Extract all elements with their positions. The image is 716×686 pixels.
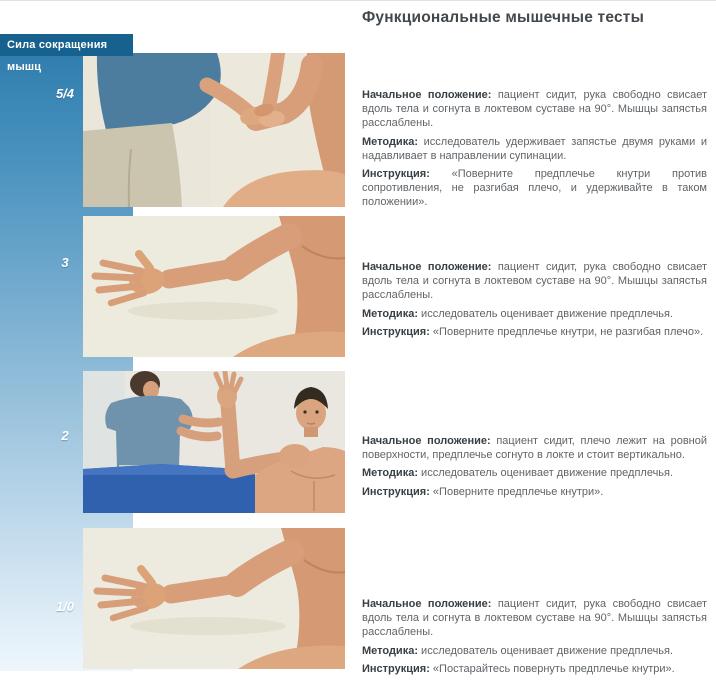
patient-forearm bbox=[169, 268, 235, 279]
patient-forearm bbox=[171, 584, 237, 594]
start-position-text: пациент сидит, рука свободно свисает вдоль тела и согнута в локтевом суставе на 90°. Мышцы запястья расслаблены. bbox=[362, 598, 707, 639]
grade-label-2: 2 bbox=[61, 428, 69, 443]
method-paragraph bbox=[362, 135, 707, 163]
start-position-text: пациент сидит, плечо лежит на ровной поверхности, предплечье согнуто в локте и стоит вертикально. bbox=[362, 435, 708, 462]
start-position-text: пациент сидит, рука свободно свисает вдоль тела и согнута в локтевом суставе на 90°. Мышцы запястья расслаблены. bbox=[362, 89, 707, 130]
instruction-text: «Поверните предплечье кнутри». bbox=[432, 485, 604, 498]
section-3-text bbox=[362, 260, 707, 343]
start-position-paragraph bbox=[362, 88, 707, 131]
instruction-label: Инструкция: bbox=[362, 325, 430, 338]
instruction-text: «Поверните предплечье кнутри против сопротивления, не разгибая плечо, и удерживайте в таком положении». bbox=[362, 168, 707, 209]
instruction-text: «Поверните предплечье кнутри, не разгибая плечо». bbox=[432, 325, 704, 338]
section-5-4-text bbox=[362, 88, 707, 214]
start-position-paragraph bbox=[362, 597, 707, 640]
instruction-text: «Постарайтесь повернуть предплечье кнутри». bbox=[432, 662, 675, 675]
photo-grade-3 bbox=[83, 216, 345, 357]
start-position-label: Начальное положение: bbox=[362, 598, 492, 610]
patient-neck bbox=[304, 427, 318, 437]
instruction-label: Инструкция: bbox=[362, 168, 430, 181]
method-paragraph bbox=[362, 644, 707, 658]
grade-label-1-0: 1/0 bbox=[55, 599, 75, 614]
section-1-0-text bbox=[362, 597, 707, 680]
strength-scale-header: Сила сокращения мышц bbox=[0, 34, 133, 56]
start-position-paragraph bbox=[362, 260, 707, 303]
patient-forearm-vertical bbox=[228, 405, 233, 471]
instruction-paragraph bbox=[362, 662, 707, 676]
instruction-paragraph bbox=[362, 485, 707, 499]
photo-grade-5-4 bbox=[83, 53, 345, 207]
instruction-label: Инструкция: bbox=[362, 662, 430, 675]
method-label: Методика: bbox=[362, 135, 418, 148]
patient-shoulder bbox=[279, 444, 311, 468]
method-text: исследователь оценивает движение предплечья. bbox=[421, 307, 674, 320]
start-position-label: Начальное положение: bbox=[362, 89, 492, 101]
photo-grade-5-4-illustration bbox=[83, 53, 345, 207]
method-text: исследователь оценивает движение предплечья. bbox=[421, 644, 674, 657]
examiner-arm-upper bbox=[183, 419, 219, 423]
grade-label-3: 3 bbox=[61, 255, 69, 270]
start-position-label: Начальное положение: bbox=[362, 261, 492, 273]
method-label: Методика: bbox=[362, 644, 418, 657]
instruction-label: Инструкция: bbox=[362, 485, 430, 498]
photo-grade-3-illustration bbox=[83, 216, 345, 357]
grade-label-5-4: 5/4 bbox=[55, 86, 75, 101]
method-label: Методика: bbox=[362, 467, 418, 480]
instruction-paragraph bbox=[362, 167, 707, 210]
start-position-paragraph bbox=[362, 434, 707, 462]
section-2-text bbox=[362, 434, 707, 503]
method-text: исследователь оценивает движение предплечья. bbox=[421, 467, 674, 480]
instruction-paragraph bbox=[362, 325, 707, 339]
page-title: Функциональные мышечные тесты bbox=[362, 9, 645, 26]
start-position-text: пациент сидит, рука свободно свисает вдоль тела и согнута в локтевом суставе на 90°. Мышцы запястья расслаблены. bbox=[362, 261, 707, 302]
method-paragraph bbox=[362, 466, 707, 480]
method-label: Методика: bbox=[362, 307, 418, 320]
method-text: исследователь удерживает запястье двумя руками и надавливает в направлении супинации. bbox=[362, 135, 707, 162]
examiner-pants bbox=[83, 123, 182, 207]
start-position-label: Начальное положение: bbox=[362, 435, 491, 447]
method-paragraph bbox=[362, 307, 707, 321]
